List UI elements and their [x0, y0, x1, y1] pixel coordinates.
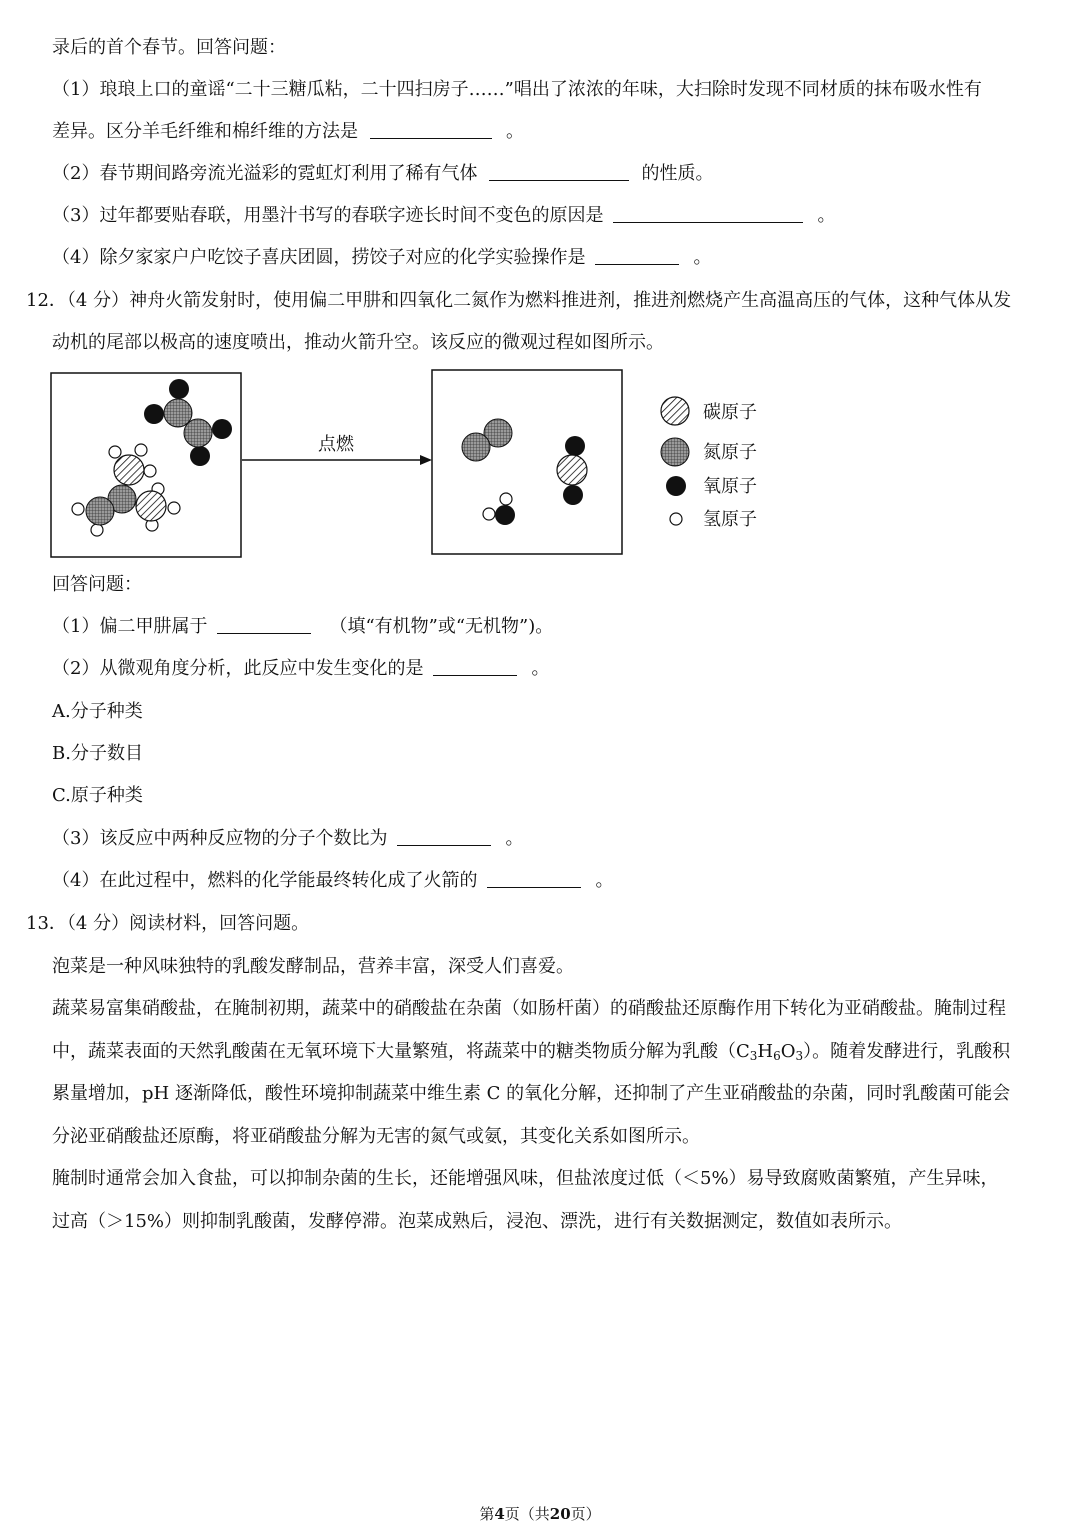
- answer-blank[interactable]: [613, 204, 803, 223]
- legend: [661, 397, 757, 530]
- nitrogen-atom: [86, 497, 114, 525]
- hydrogen-atom: [72, 503, 84, 515]
- arrow-label: 点燃: [318, 434, 354, 455]
- subscript: 3: [795, 1049, 804, 1063]
- legend-oxygen-icon: [666, 476, 686, 496]
- water-molecule: [483, 493, 515, 525]
- question-text: （4）在此过程中，燃料的化学能最终转化成了火箭的: [52, 870, 478, 891]
- question-text: （2）从微观角度分析，此反应中发生变化的是: [52, 658, 424, 679]
- oxygen-atom: [190, 446, 210, 466]
- footer-text: 页（共: [504, 1505, 550, 1523]
- dimethylhydrazine-molecule: [72, 444, 180, 536]
- oxygen-atom: [495, 505, 515, 525]
- question-text-end: 的性质。: [641, 163, 714, 184]
- passage-line: [52, 1039, 1010, 1065]
- answer-blank[interactable]: [397, 827, 491, 846]
- legend-nitrogen-label: 氮原子: [703, 442, 757, 463]
- carbon-atom: [136, 491, 166, 521]
- answer-blank[interactable]: [370, 120, 492, 139]
- question-text: （4）除夕家家户户吃饺子喜庆团圆，捞饺子对应的化学实验操作是: [52, 247, 586, 268]
- passage-line: 过高（＞15%）则抑制乳酸菌，发酵停滞。泡菜成熟后，浸泡、漂洗，进行有关数据测定，数值如表所示。: [52, 1211, 903, 1232]
- hydrogen-atom: [144, 465, 156, 477]
- footer-text: 第: [479, 1505, 495, 1523]
- passage-text: O: [780, 1041, 796, 1062]
- oxygen-atom: [212, 419, 232, 439]
- nitrogen-atom: [462, 433, 490, 461]
- question-text: （3）该反应中两种反应物的分子个数比为: [52, 828, 388, 849]
- passage-text: 中，蔬菜表面的天然乳酸菌在无氧环境下大量繁殖，将蔬菜中的糖类物质分解为乳酸（C: [52, 1041, 750, 1062]
- page-footer: [0, 1503, 1080, 1525]
- passage-line: 泡菜是一种风味独特的乳酸发酵制品，营养丰富，深受人们喜爱。: [52, 956, 574, 977]
- products-box: [432, 370, 622, 554]
- arrow-head-icon: [420, 455, 432, 465]
- page-number: 4: [494, 1505, 505, 1523]
- legend-oxygen-label: 氧原子: [703, 476, 757, 497]
- question-text-end: （填“有机物”或“无机物”)。: [329, 616, 554, 637]
- hydrogen-atom: [168, 502, 180, 514]
- passage-line: 腌制时通常会加入食盐，可以抑制杂菌的生长，还能增强风味，但盐浓度过低（＜5%）易导致腐败菌繁殖，产生异味，: [52, 1168, 999, 1189]
- question-12-2: [52, 656, 549, 682]
- carbon-atom: [557, 455, 587, 485]
- question-11-1: （1）琅琅上口的童谣“二十三糖瓜粘，二十四扫房子……”唱出了浓浓的年味，大扫除时发现不同材质的抹布吸水性有: [52, 79, 982, 100]
- question-12-stem-cont: 动机的尾部以极高的速度喷出，推动火箭升空。该反应的微观过程如图所示。: [52, 332, 664, 353]
- legend-carbon-label: 碳原子: [703, 402, 757, 423]
- question-12-stem: 12．（4 分）神舟火箭发射时，使用偏二甲肼和四氧化二氮作为燃料推进剂，推进剂燃烧产生高温高压的气体，这种气体从发: [26, 290, 1012, 311]
- answer-prompt: 回答问题：: [52, 574, 142, 595]
- oxygen-atom: [169, 379, 189, 399]
- dinitrogen-tetroxide-molecule: [144, 379, 232, 466]
- carbon-dioxide-molecule: [557, 436, 587, 505]
- question-11-3: [52, 203, 835, 229]
- oxygen-atom: [144, 404, 164, 424]
- answer-blank[interactable]: [595, 246, 679, 265]
- oxygen-atom: [563, 485, 583, 505]
- legend-hydrogen-icon: [670, 513, 682, 525]
- legend-hydrogen-label: 氢原子: [703, 509, 757, 530]
- option-b[interactable]: B.分子数目: [52, 743, 143, 764]
- period: 。: [693, 247, 712, 268]
- hydrogen-atom: [135, 444, 147, 456]
- passage-line: 蔬菜易富集硝酸盐，在腌制初期，蔬菜中的硝酸盐在杂菌（如肠杆菌）的硝酸盐还原酶作用下转化为亚硝酸盐。腌制过程: [52, 998, 1006, 1019]
- question-text: （2）春节期间路旁流光溢彩的霓虹灯利用了稀有气体: [52, 163, 478, 184]
- hydrogen-atom: [109, 446, 121, 458]
- passage-text: H: [757, 1041, 774, 1062]
- nitrogen-molecule: [462, 419, 512, 461]
- period: 。: [506, 121, 524, 142]
- legend-carbon-icon: [661, 397, 689, 425]
- hydrogen-atom: [500, 493, 512, 505]
- text-line: 录后的首个春节。回答问题：: [52, 37, 286, 58]
- period: 。: [595, 870, 614, 891]
- question-text: 差异。区分羊毛纤维和棉纤维的方法是: [52, 121, 358, 142]
- period: 。: [505, 828, 524, 849]
- period: 。: [531, 658, 550, 679]
- answer-blank[interactable]: [433, 657, 517, 676]
- question-text: （3）过年都要贴春联，用墨汁书写的春联字迹长时间不变色的原因是: [52, 205, 604, 226]
- subscript: 3: [749, 1049, 758, 1063]
- carbon-atom: [114, 455, 144, 485]
- answer-blank[interactable]: [489, 162, 629, 181]
- passage-line: 累量增加，pH 逐渐降低，酸性环境抑制蔬菜中维生素 C 的氧化分解，还抑制了产生亚硝酸盐的杂菌，同时乳酸菌可能会: [52, 1083, 1011, 1104]
- option-a[interactable]: A.分子种类: [52, 701, 143, 722]
- answer-blank[interactable]: [217, 615, 311, 634]
- question-13-stem: 13．（4 分）阅读材料，回答问题。: [26, 913, 310, 934]
- total-pages: 20: [549, 1505, 571, 1523]
- legend-nitrogen-icon: [661, 438, 689, 466]
- hydrogen-atom: [483, 508, 495, 520]
- question-text: （1）偏二甲肼属于: [52, 616, 208, 637]
- period: 。: [817, 205, 836, 226]
- nitrogen-atom: [184, 419, 212, 447]
- reactants-box: [51, 373, 241, 557]
- passage-line: 分泌亚硝酸盐还原酶，将亚硝酸盐分解为无害的氮气或氨，其变化关系如图所示。: [52, 1126, 700, 1147]
- question-12-3: [52, 826, 523, 852]
- option-c[interactable]: C.原子种类: [52, 785, 143, 806]
- reaction-diagram: [50, 366, 790, 562]
- question-11-1-cont: [52, 119, 524, 145]
- question-11-4: [52, 245, 711, 271]
- hydrogen-atom: [91, 524, 103, 536]
- question-11-2: [52, 161, 713, 187]
- footer-text: 页）: [570, 1505, 601, 1523]
- answer-blank[interactable]: [487, 869, 581, 888]
- subscript: 6: [773, 1049, 781, 1063]
- passage-text: ）。随着发酵进行，乳酸积: [803, 1041, 1011, 1062]
- question-12-4: [52, 868, 613, 894]
- oxygen-atom: [565, 436, 585, 456]
- question-12-1: [52, 614, 553, 640]
